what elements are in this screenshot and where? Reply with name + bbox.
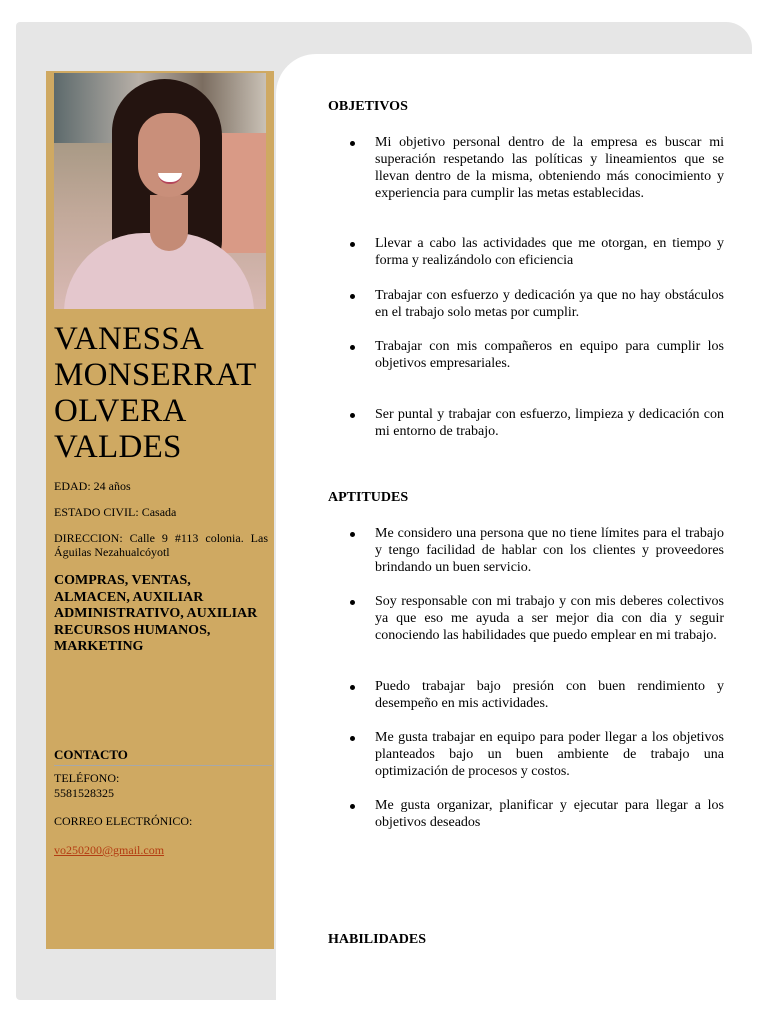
bullet-icon xyxy=(350,141,355,146)
contact-heading: CONTACTO xyxy=(54,747,128,762)
objective-item: Ser puntal y trabajar con esfuerzo, limpieza y dedicación con mi entorno de trabajo. xyxy=(328,406,724,440)
aptitudes-heading: APTITUDES xyxy=(328,490,409,505)
objectives-heading: OBJETIVOS xyxy=(328,99,408,114)
name-line: OLVERA xyxy=(54,393,187,429)
email-link[interactable]: vo250200@gmail.com xyxy=(54,843,165,857)
objective-item: Trabajar con mis compañeros en equipo para cumplir los objetivos empresariales. xyxy=(328,338,724,372)
aptitude-item: Me gusta organizar, planificar y ejecutar para llegar a los objetivos deseados xyxy=(328,797,724,831)
aptitude-item: Puedo trabajar bajo presión con buen rendimiento y desempeño en mis actividades. xyxy=(328,678,724,712)
candidate-name xyxy=(54,321,272,465)
aptitude-item: Me gusta trabajar en equipo para poder llegar a los objetivos planteados bajo un buen ambiente de trabajo una optimización de procesos y costos. xyxy=(328,729,724,780)
objective-item: Llevar a cabo las actividades que me otorgan, en tiempo y forma y realizándolo con eficiencia xyxy=(328,235,724,269)
bullet-icon xyxy=(350,804,355,809)
contact-divider xyxy=(54,765,272,766)
name-line: VANESSA xyxy=(54,321,205,357)
bullet-icon xyxy=(350,736,355,741)
bullet-icon xyxy=(350,242,355,247)
name-line: VALDES xyxy=(54,429,182,465)
objective-item: Mi objetivo personal dentro de la empresa es buscar mi superación respetando las políticas y lineamientos que se llevan dentro de la misma, obteniendo más conocimiento y experiencia para cumplir las metas establecidas. xyxy=(328,134,724,202)
aptitude-item: Soy responsable con mi trabajo y con mis deberes colectivos ya que eso me ayuda a ser mejor dia con dia y seguir conociendo las habilidades que puedo emplear en mi trabajo. xyxy=(328,593,724,644)
bullet-icon xyxy=(350,345,355,350)
address-info: DIRECCION: Calle 9 #113 colonia. Las Águilas Nezahualcóyotl xyxy=(54,531,268,559)
bullet-icon xyxy=(350,685,355,690)
phone-label: TELÉFONO: xyxy=(54,771,120,785)
name-line: MONSERRAT xyxy=(54,357,257,393)
objective-item: Trabajar con esfuerzo y dedicación ya que no hay obstáculos en el trabajo solo metas por cumplir. xyxy=(328,287,724,321)
bullet-icon xyxy=(350,600,355,605)
skill-areas: COMPRAS, VENTAS, ALMACEN, AUXILIAR ADMINISTRATIVO, AUXILIAR RECURSOS HUMANOS, MARKETING xyxy=(54,573,258,654)
bullet-icon xyxy=(350,413,355,418)
profile-photo xyxy=(54,73,266,309)
email-label: CORREO ELECTRÓNICO: xyxy=(54,814,193,828)
civil-status-info: ESTADO CIVIL: Casada xyxy=(54,505,177,519)
skills-heading: HABILIDADES xyxy=(328,932,427,947)
aptitude-item: Me considero una persona que no tiene límites para el trabajo y tengo facilidad de hablar con los clientes y proveedores brindando un buen servicio. xyxy=(328,525,724,576)
age-info: EDAD: 24 años xyxy=(54,479,131,493)
bullet-icon xyxy=(350,532,355,537)
phone-value: 5581528325 xyxy=(54,786,114,800)
bullet-icon xyxy=(350,294,355,299)
profile-sidebar xyxy=(46,71,274,949)
